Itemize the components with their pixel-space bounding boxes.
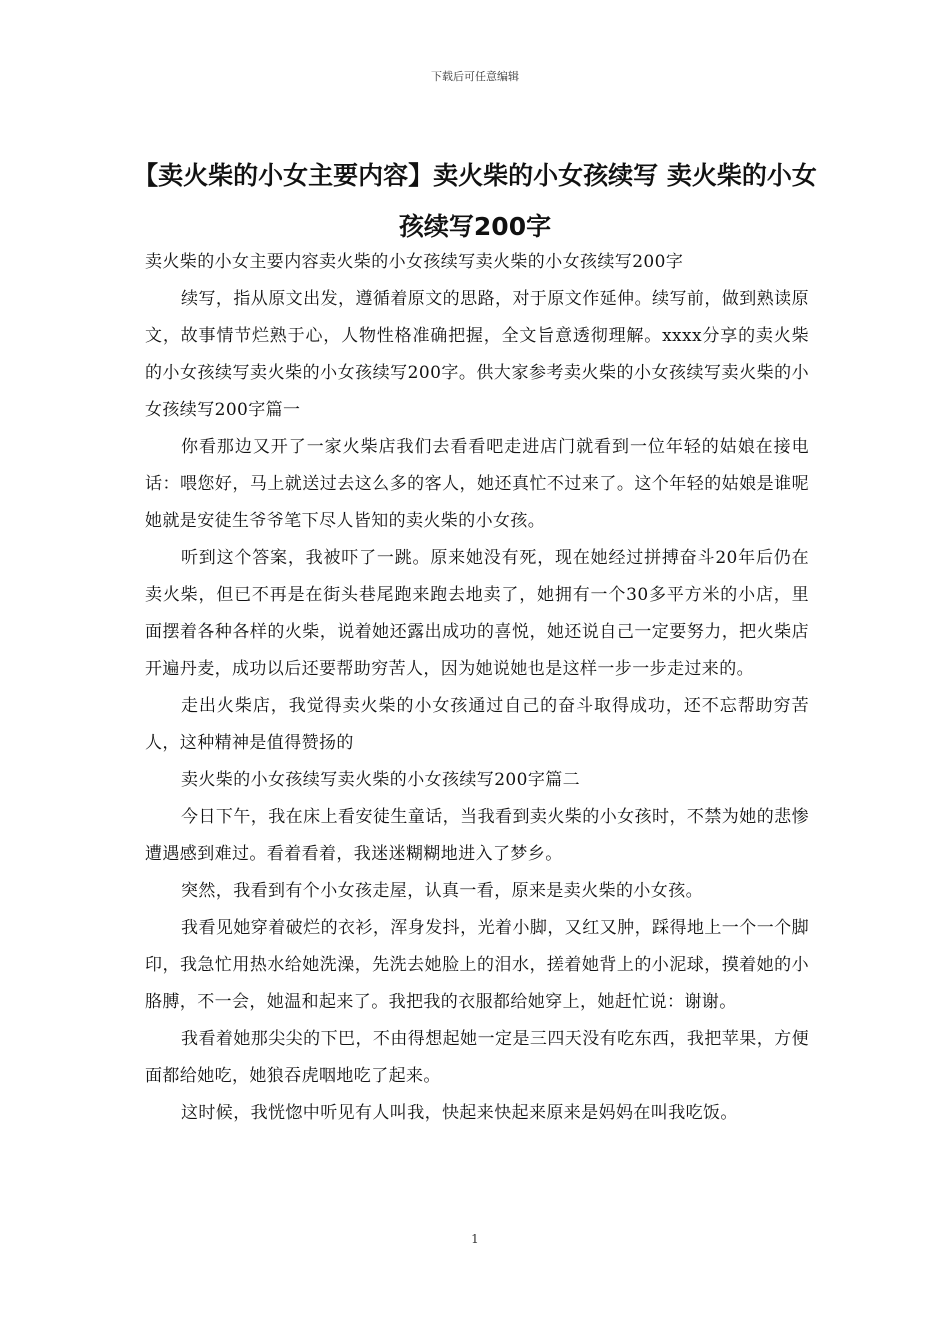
paragraph: 续写，指从原文出发，遵循着原文的思路，对于原文作延伸。续写前，做到熟读原文，故事情节烂熟于心，人物性格准确把握，全文旨意透彻理解。xxxx分享的卖火柴的小女孩续写卖火柴的小女孩续写200字。供大家参考卖火柴的小女孩续写卖火柴的小女孩续写200字篇一 bbox=[145, 289, 809, 420]
paragraph: 今日下午，我在床上看安徒生童话，当我看到卖火柴的小女孩时，不禁为她的悲惨遭遇感到难过。看着看着，我迷迷糊糊地进入了梦乡。 bbox=[145, 807, 809, 864]
paragraph: 走出火柴店，我觉得卖火柴的小女孩通过自己的奋斗取得成功，还不忘帮助穷苦人，这种精神是值得赞扬的 bbox=[145, 696, 809, 753]
paragraph-subtitle: 卖火柴的小女主要内容卖火柴的小女孩续写卖火柴的小女孩续写200字 bbox=[145, 252, 684, 272]
paragraph: 我看见她穿着破烂的衣衫，浑身发抖，光着小脚，又红又肿，踩得地上一个一个脚印，我急忙用热水给她洗澡，先洗去她脸上的泪水，搓着她背上的小泥球，摸着她的小胳膊，不一会，她温和起来了。我把我的衣服都给她穿上，她赶忙说：谢谢。 bbox=[145, 918, 809, 1012]
page-number: 1 bbox=[471, 1232, 479, 1246]
paragraph: 我看着她那尖尖的下巴，不由得想起她一定是三四天没有吃东西，我把苹果，方便面都给她吃，她狼吞虎咽地吃了起来。 bbox=[145, 1029, 809, 1086]
header-note: 下载后可任意编辑 bbox=[431, 70, 519, 83]
paragraph: 听到这个答案，我被吓了一跳。原来她没有死，现在她经过拼搏奋斗20年后仍在卖火柴，但已不再是在街头巷尾跑来跑去地卖了，她拥有一个30多平方米的小店，里面摆着各种各样的火柴，说着她还露出成功的喜悦，她还说自己一定要努力，把火柴店开遍丹麦，成功以后还要帮助穷苦人，因为她说她也是这样一步一步走过来的。 bbox=[145, 548, 809, 679]
document-title: 【卖火柴的小女主要内容】卖火柴的小女孩续写 卖火柴的小女孩续写200字 bbox=[133, 161, 817, 241]
document-body bbox=[145, 244, 809, 1132]
section-heading: 卖火柴的小女孩续写卖火柴的小女孩续写200字篇二 bbox=[181, 770, 581, 790]
paragraph: 你看那边又开了一家火柴店我们去看看吧走进店门就看到一位年轻的姑娘在接电话：喂您好，马上就送过去这么多的客人，她还真忙不过来了。这个年轻的姑娘是谁呢她就是安徒生爷爷笔下尽人皆知的卖火柴的小女孩。 bbox=[145, 437, 809, 531]
paragraph: 突然，我看到有个小女孩走屋，认真一看，原来是卖火柴的小女孩。 bbox=[181, 881, 703, 901]
paragraph: 这时候，我恍惚中听见有人叫我，快起来快起来原来是妈妈在叫我吃饭。 bbox=[181, 1103, 738, 1123]
